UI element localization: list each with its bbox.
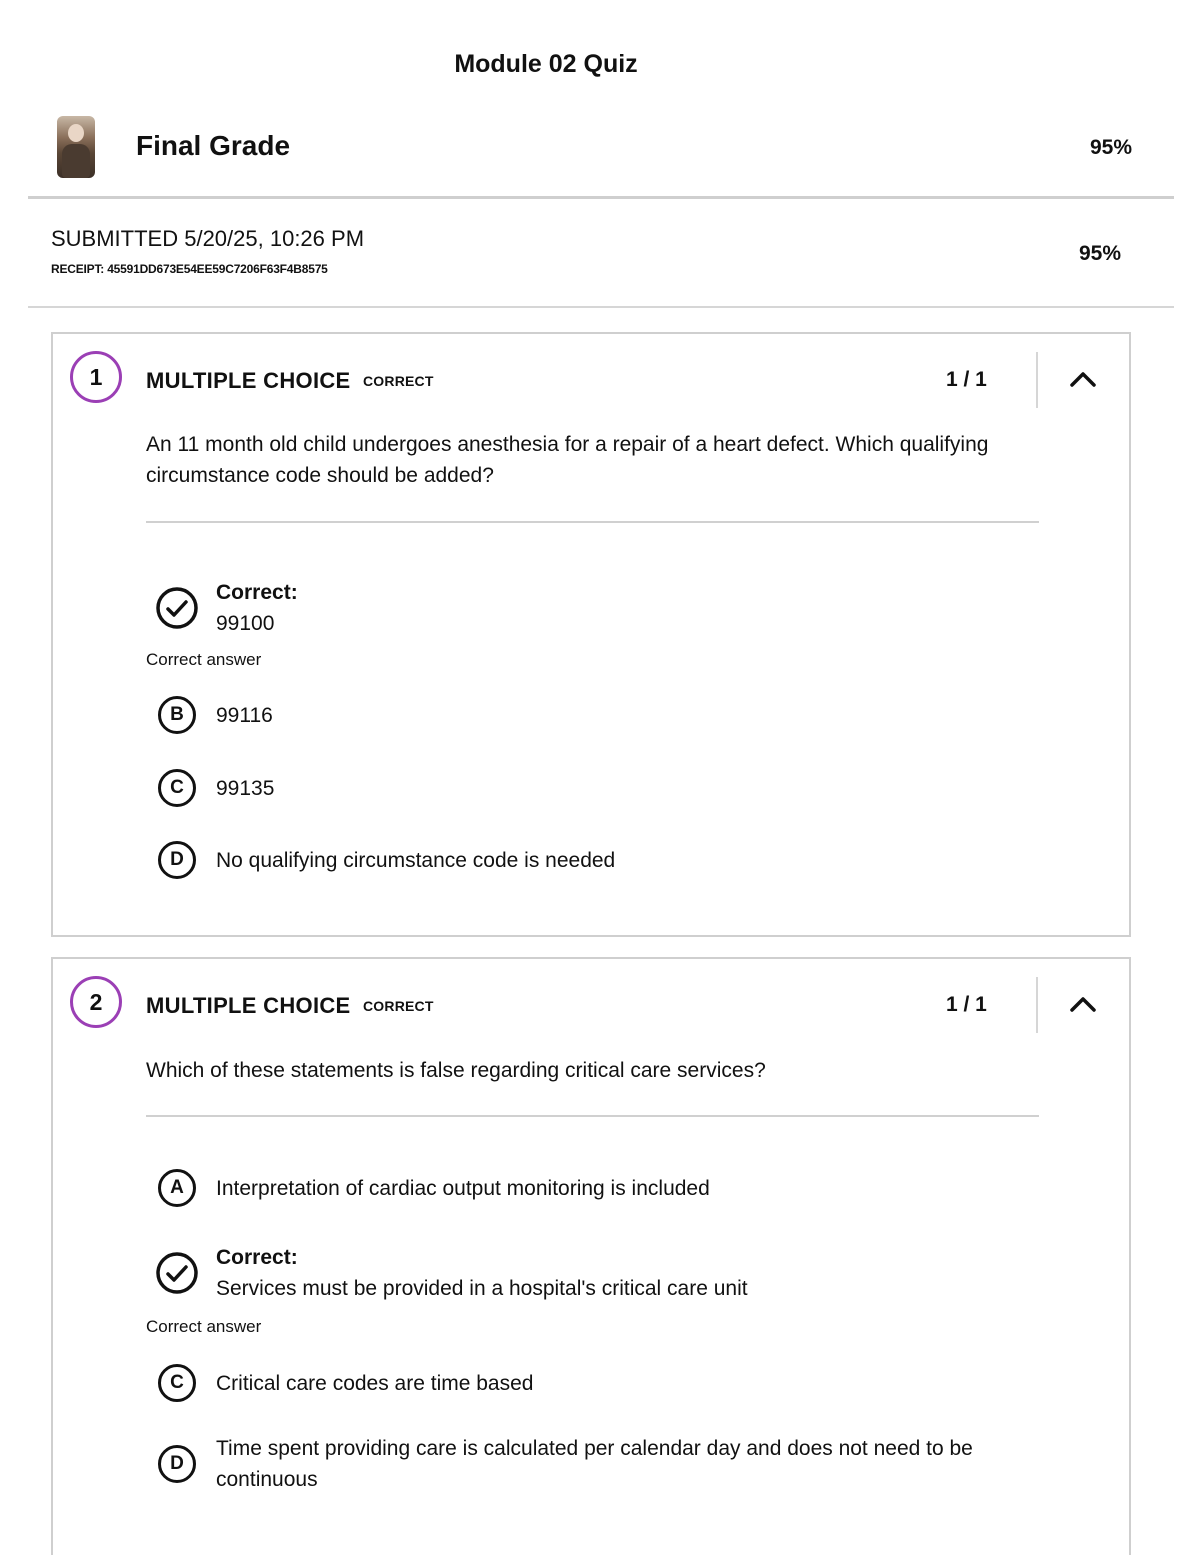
option-text: 99116 [216, 703, 273, 727]
question-text: An 11 month old child undergoes anesthesia for a repair of a heart defect. Which qualifying circumstance code should be added? [146, 433, 989, 487]
question-divider [146, 521, 1039, 523]
question-status-badge: CORRECT [363, 373, 434, 389]
question-type: MULTIPLE CHOICE [146, 993, 351, 1018]
question-card-2 [51, 957, 1131, 1555]
chevron-up-icon [1065, 364, 1101, 394]
header-divider [1036, 352, 1038, 408]
option-letter: D [158, 1445, 196, 1483]
option-letter: B [158, 696, 196, 734]
question-status-badge: CORRECT [363, 998, 434, 1014]
answer-option-c [158, 769, 274, 807]
option-letter: A [158, 1169, 196, 1207]
question-score: 1 / 1 [946, 993, 987, 1016]
option-text: No qualifying circumstance code is needed [216, 848, 616, 872]
collapse-button[interactable] [1065, 989, 1101, 1019]
option-text: Services must be provided in a hospital's critical care unit [216, 1277, 748, 1300]
option-letter: C [158, 769, 196, 807]
final-grade-row [28, 112, 1174, 199]
answer-option-d [158, 841, 615, 879]
avatar [57, 116, 95, 178]
check-circle-icon [155, 586, 199, 630]
option-text: 99135 [216, 776, 275, 800]
option-text: Interpretation of cardiac output monitoring is included [216, 1176, 710, 1200]
final-grade-value: 95% [1089, 136, 1132, 159]
option-text: Critical care codes are time based [216, 1371, 534, 1395]
correct-answer-note: Correct answer [146, 1317, 262, 1336]
submission-row[interactable] [28, 198, 1174, 308]
question-number: 2 [70, 976, 122, 1028]
option-text: Time spent providing care is calculated per calendar day and does not need to be continuous [216, 1437, 973, 1491]
receipt-id: RECEIPT: 45591DD673E54EE59C7206F63F4B8575 [51, 262, 328, 276]
option-letter: D [158, 841, 196, 879]
answer-option-a [158, 1169, 710, 1207]
header-divider [1036, 977, 1038, 1033]
option-letter: C [158, 1364, 196, 1402]
question-number: 1 [70, 351, 122, 403]
question-score: 1 / 1 [946, 368, 987, 391]
question-type: MULTIPLE CHOICE [146, 368, 351, 393]
answer-option-b [158, 696, 273, 734]
question-divider [146, 1115, 1039, 1117]
option-text: 99100 [216, 612, 275, 635]
question-card-1 [51, 332, 1131, 937]
submission-score: 95% [1078, 242, 1121, 265]
final-grade-label: Final Grade [136, 130, 291, 161]
answer-option-c [158, 1364, 533, 1402]
answer-option-b [158, 1242, 748, 1304]
quiz-title: Module 02 Quiz [454, 50, 638, 78]
submitted-timestamp: SUBMITTED 5/20/25, 10:26 PM [51, 226, 365, 251]
answer-option-d [158, 1433, 978, 1495]
answer-option-a [158, 577, 298, 639]
correct-label: Correct: [216, 581, 298, 604]
correct-answer-note: Correct answer [146, 650, 262, 669]
correct-label: Correct: [216, 1246, 298, 1269]
collapse-button[interactable] [1065, 364, 1101, 394]
chevron-up-icon [1065, 989, 1101, 1019]
question-text: Which of these statements is false regarding critical care services? [146, 1059, 766, 1082]
check-circle-icon [155, 1251, 199, 1295]
